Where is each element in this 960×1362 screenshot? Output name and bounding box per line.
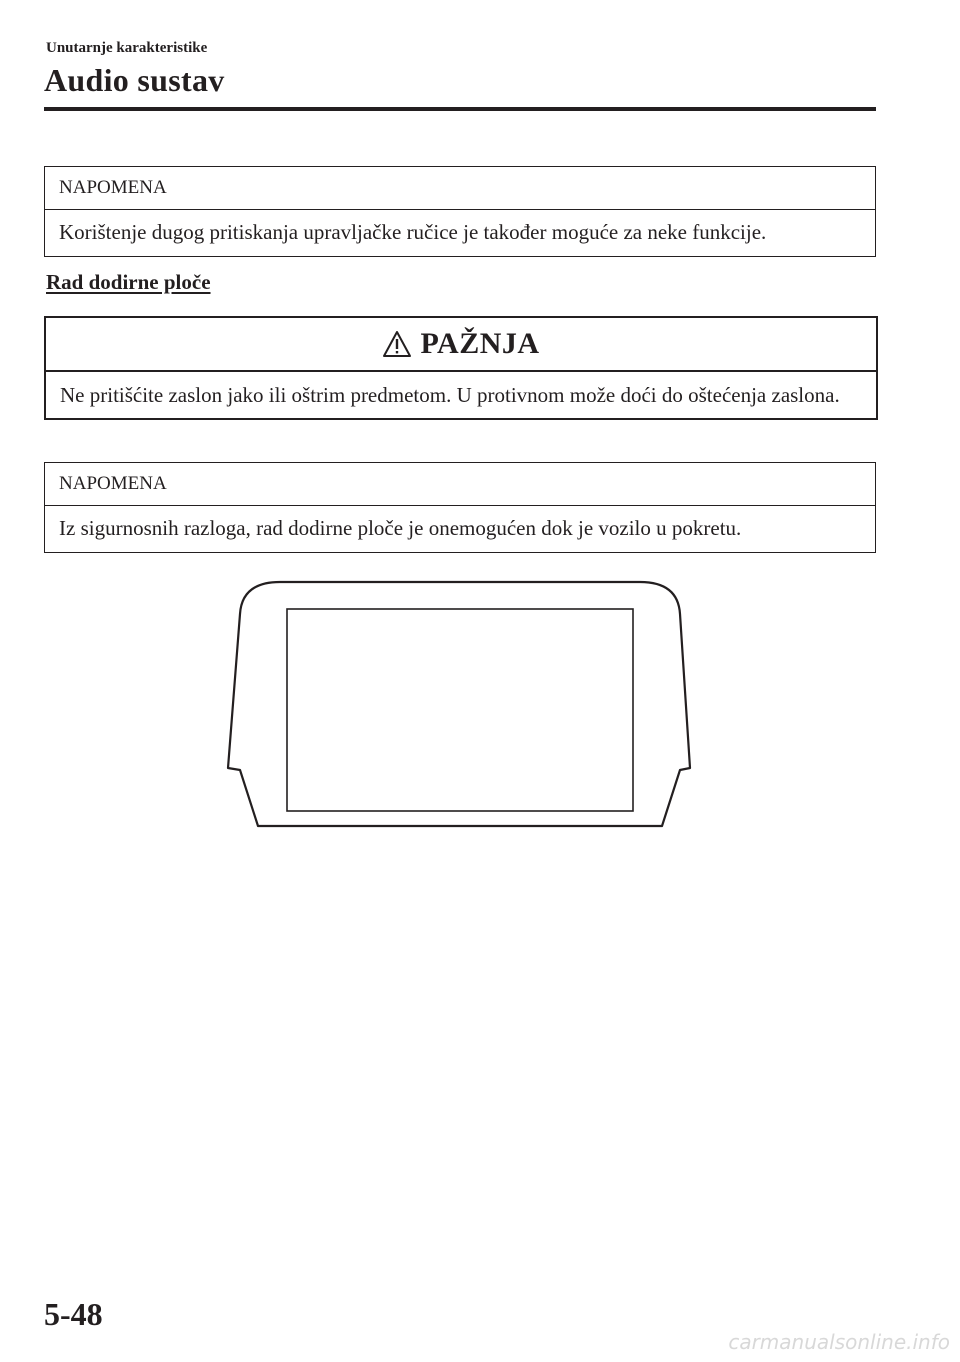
note-text: Iz sigurnosnih razloga, rad dodirne ploče je onemogućen dok je vozilo u pokretu. [59,516,742,540]
note-heading: NAPOMENA [45,167,875,210]
note-box-2 [44,462,876,553]
section-label: Unutarnje karakteristike [46,40,208,56]
caution-heading: PAŽNJA [420,327,540,360]
caution-text: Ne pritišćite zaslon jako ili oštrim predmetom. U protivnom može doći do oštećenja zaslona. [60,383,840,407]
page-number: 5-48 [44,1296,103,1332]
caution-header [46,318,876,372]
touch-screen-display-icon [220,576,700,836]
caution-box [44,316,878,420]
warning-triangle-icon [382,330,412,358]
watermark: carmanualsonline.info [728,1330,950,1354]
page-title: Audio sustav [44,62,225,98]
note-box-1 [44,166,876,257]
note-text: Korištenje dugog pritiskanja upravljačke ručice je također moguće za neke funkcije. [59,220,767,244]
section-subheading: Rad dodirne ploče [46,270,211,294]
note-heading: NAPOMENA [45,463,875,506]
title-rule [44,107,876,111]
